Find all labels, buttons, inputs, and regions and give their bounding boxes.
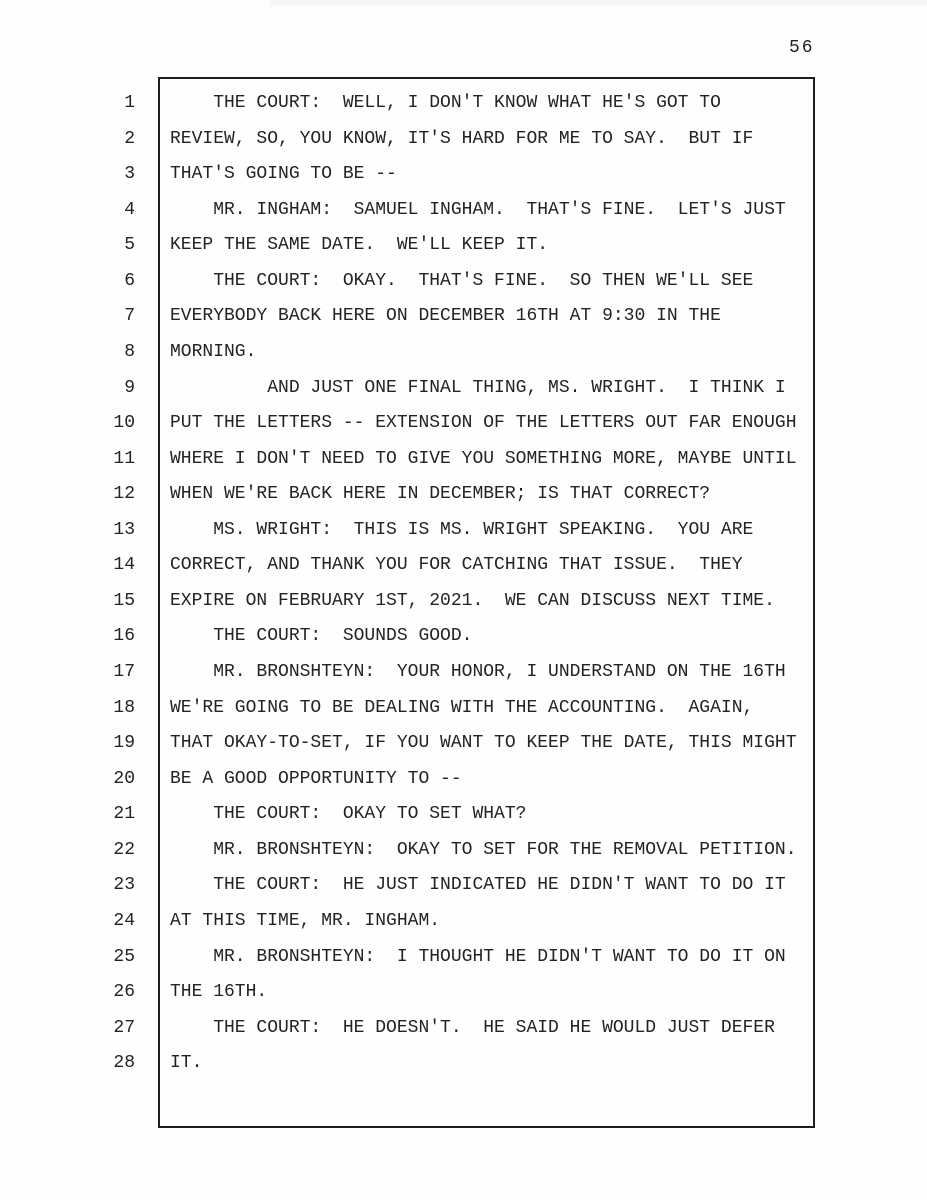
line-text: THE COURT: SOUNDS GOOD. [170, 626, 473, 647]
line-text: THE COURT: HE DOESN'T. HE SAID HE WOULD JUST DEFER [170, 1017, 775, 1038]
transcript-line [0, 86, 927, 122]
line-number: 5 [124, 235, 135, 256]
transcript-line [0, 833, 927, 869]
line-number: 19 [113, 733, 135, 754]
line-text: AND JUST ONE FINAL THING, MS. WRIGHT. I THINK I [170, 377, 786, 398]
line-number: 27 [113, 1017, 135, 1038]
line-text: KEEP THE SAME DATE. WE'LL KEEP IT. [170, 235, 549, 256]
transcript-line [0, 1011, 927, 1047]
line-number: 12 [113, 484, 135, 505]
transcript-line [0, 122, 927, 158]
line-text: MR. BRONSHTEYN: YOUR HONOR, I UNDERSTAND ON THE 16TH [170, 662, 786, 682]
line-number: 9 [124, 377, 135, 398]
transcript-line [0, 193, 927, 229]
transcript-line [0, 619, 927, 655]
line-number: 2 [124, 128, 135, 149]
transcript-line [0, 762, 927, 798]
transcript-line [0, 584, 927, 620]
line-text: THAT OKAY-TO-SET, IF YOU WANT TO KEEP THE DATE, THIS MIGHT [170, 733, 797, 754]
line-number: 7 [124, 306, 135, 327]
transcript-line [0, 157, 927, 193]
line-number: 11 [113, 448, 135, 469]
line-text: THAT'S GOING TO BE -- [170, 164, 397, 185]
transcript-line [0, 371, 927, 407]
line-text: WHERE I DON'T NEED TO GIVE YOU SOMETHING MORE, MAYBE UNTIL [170, 448, 797, 469]
transcript-line [0, 975, 927, 1011]
line-text: EXPIRE ON FEBRUARY 1ST, 2021. WE CAN DISCUSS NEXT TIME. [170, 590, 775, 611]
line-number: 25 [113, 946, 135, 967]
transcript-line [0, 228, 927, 264]
line-number: 15 [113, 590, 135, 611]
scan-artifact [270, 0, 927, 6]
line-number: 21 [113, 804, 135, 825]
transcript-line [0, 868, 927, 904]
line-text: MR. BRONSHTEYN: OKAY TO SET FOR THE REMOVAL PETITION. [170, 839, 797, 860]
transcript-line [0, 726, 927, 762]
transcript-line [0, 797, 927, 833]
line-text: CORRECT, AND THANK YOU FOR CATCHING THAT ISSUE. THEY [170, 555, 743, 576]
line-text: THE 16TH. [170, 982, 268, 1003]
line-text: WE'RE GOING TO BE DEALING WITH THE ACCOUNTING. AGAIN, [170, 697, 754, 718]
line-text: EVERYBODY BACK HERE ON DECEMBER 16TH AT 9:30 IN THE [170, 306, 721, 327]
transcript-line [0, 904, 927, 940]
line-text: BE A GOOD OPPORTUNITY TO -- [170, 768, 462, 789]
line-text: MR. INGHAM: SAMUEL INGHAM. THAT'S FINE. LET'S JUST [170, 199, 786, 220]
line-number: 28 [113, 1053, 135, 1074]
line-number: 23 [113, 875, 135, 896]
transcript-line [0, 940, 927, 976]
line-number: 14 [113, 555, 135, 576]
line-number: 10 [113, 413, 135, 434]
line-number: 20 [113, 768, 135, 789]
line-text: THE COURT: OKAY TO SET WHAT? [170, 804, 527, 825]
transcript-lines [0, 86, 927, 1082]
transcript-line [0, 335, 927, 371]
transcript-line [0, 655, 927, 691]
line-number: 13 [113, 519, 135, 540]
line-text: IT. [170, 1053, 203, 1074]
line-number: 24 [113, 910, 135, 931]
line-number: 18 [113, 697, 135, 718]
line-text: AT THIS TIME, MR. INGHAM. [170, 910, 441, 931]
line-text: THE COURT: HE JUST INDICATED HE DIDN'T WANT TO DO IT [170, 875, 786, 896]
line-number: 17 [113, 662, 135, 682]
transcript-line [0, 442, 927, 478]
line-text: PUT THE LETTERS -- EXTENSION OF THE LETTERS OUT FAR ENOUGH [170, 413, 797, 434]
line-text: THE COURT: WELL, I DON'T KNOW WHAT HE'S GOT TO [170, 93, 721, 113]
line-number: 4 [124, 199, 135, 220]
transcript-line [0, 548, 927, 584]
transcript-line [0, 264, 927, 300]
line-number: 3 [124, 164, 135, 185]
transcript-line [0, 1046, 927, 1082]
line-text: WHEN WE'RE BACK HERE IN DECEMBER; IS THAT CORRECT? [170, 484, 711, 505]
line-number: 8 [124, 341, 135, 362]
line-text: REVIEW, SO, YOU KNOW, IT'S HARD FOR ME TO SAY. BUT IF [170, 128, 754, 149]
line-number: 22 [113, 839, 135, 860]
line-text: THE COURT: OKAY. THAT'S FINE. SO THEN WE'LL SEE [170, 270, 754, 291]
transcript-line [0, 406, 927, 442]
transcript-line [0, 691, 927, 727]
line-text: MS. WRIGHT: THIS IS MS. WRIGHT SPEAKING. YOU ARE [170, 519, 754, 540]
line-number: 1 [124, 93, 135, 113]
transcript-line [0, 477, 927, 513]
line-number: 26 [113, 982, 135, 1003]
transcript-line [0, 299, 927, 335]
line-text: MR. BRONSHTEYN: I THOUGHT HE DIDN'T WANT TO DO IT ON [170, 946, 786, 967]
line-number: 6 [124, 270, 135, 291]
line-number: 16 [113, 626, 135, 647]
transcript-line [0, 513, 927, 549]
line-text: MORNING. [170, 341, 257, 362]
page-number: 56 [789, 38, 815, 58]
